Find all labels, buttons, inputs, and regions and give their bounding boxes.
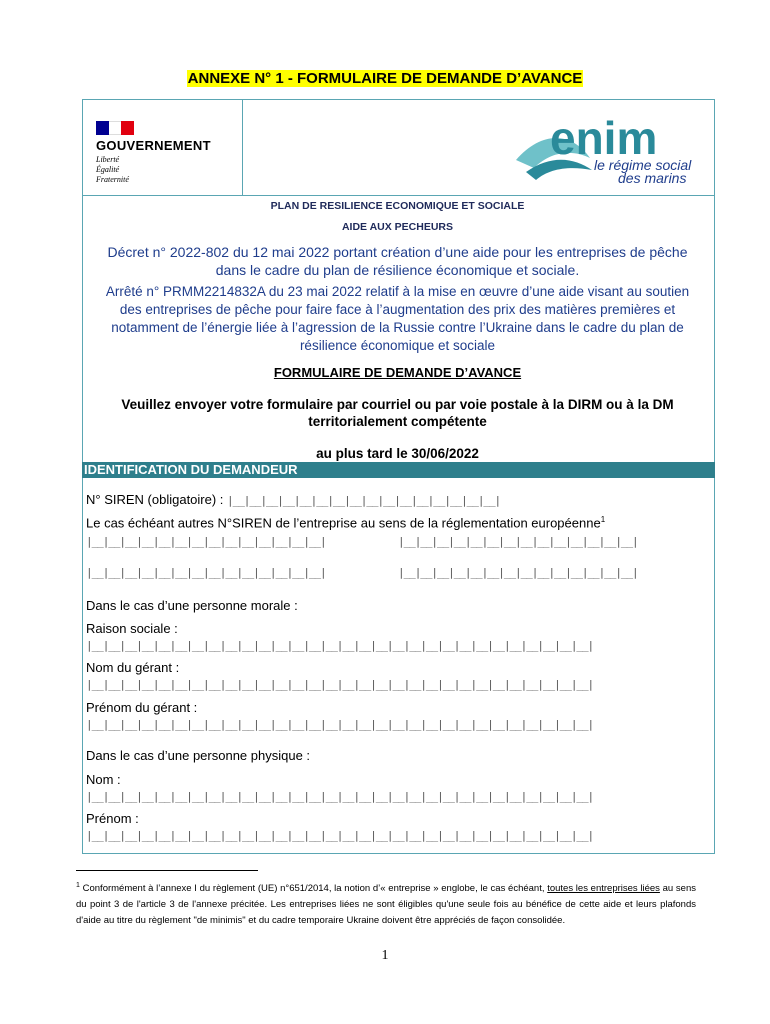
nom-input[interactable]: |__|__|__|__|__|__|__|__|__|__|__|__|__|__|__|__|__|__|__|__|__|__|__|__|__|__|__|__|__|__| [86, 790, 594, 803]
plan-title: PLAN DE RESILIENCE ECONOMIQUE ET SOCIALE [270, 200, 525, 212]
footnote: $^1$ Conformément à l’annexe I du règlement (UE) n°651/2014, la notion d’« entreprise » englobe, le cas échéant, toutes les entreprises liées au sens du point 3 de l'article 3 de l'annexe précitée. Les entreprises liées ne sont éligibles qu'une seule fois au bénéfice de cette aide et leurs plafonds d'aide au titre du règlement "de minimis" et du cadre temporaire Ukraine doivent être appréciés de façon consolidée. [76, 882, 696, 927]
arrete-text: Arrêté n° PRMM2214832A du 23 mai 2022 relatif à la mise en œuvre d’une aide visant au soutien des entreprises de pêche pour faire face à l’augmentation des prix des matières premières et notamment de l’énergie liée à l’agression de la Russie contre l’Ukraine dans le cadre du plan de résilience économique et sociale [105, 284, 690, 353]
nom-label: Nom : [86, 772, 121, 787]
personne-morale-label: Dans le cas d’une personne morale : [86, 598, 298, 613]
prenom-input[interactable]: |__|__|__|__|__|__|__|__|__|__|__|__|__|__|__|__|__|__|__|__|__|__|__|__|__|__|__|__|__|__| [86, 829, 594, 842]
french-flag-icon [96, 121, 134, 135]
enim-tagline: des marins [618, 170, 687, 186]
page-number: 1 [381, 948, 389, 963]
footnote-underlined: toutes les entreprises liées [547, 883, 660, 895]
annex-title: ANNEXE N° 1 - FORMULAIRE DE DEMANDE D’AVANCE [187, 70, 583, 87]
enim-tagline: le régime social [594, 157, 692, 173]
siren-label: N° SIREN (obligatoire) : |__|__|__|__|__|__|__|__|__|__|__|__|__|__|__|__| [86, 492, 501, 507]
other-siren-label: Le cas échéant autres N°SIREN de l’entreprise au sens de la réglementation européenne$^1$ [86, 515, 606, 531]
deadline: au plus tard le 30/06/2022 [316, 446, 479, 461]
nom-gerant-input[interactable]: |__|__|__|__|__|__|__|__|__|__|__|__|__|__|__|__|__|__|__|__|__|__|__|__|__|__|__|__|__|__| [86, 678, 594, 691]
other-siren-input[interactable]: |__|__|__|__|__|__|__|__|__|__|__|__|__|__| [398, 535, 638, 548]
other-siren-input[interactable]: |__|__|__|__|__|__|__|__|__|__|__|__|__|__| [86, 535, 326, 548]
siren-input[interactable]: |__|__|__|__|__|__|__|__|__|__|__|__|__|__|__|__| [227, 494, 501, 507]
raison-sociale-label: Raison sociale : [86, 621, 178, 636]
other-siren-input[interactable]: |__|__|__|__|__|__|__|__|__|__|__|__|__|__| [86, 566, 326, 579]
personne-physique-label: Dans le cas d’une personne physique : [86, 748, 311, 763]
form-title: FORMULAIRE DE DEMANDE D’AVANCE [273, 365, 522, 380]
prenom-gerant-label: Prénom du gérant : [86, 700, 198, 715]
divider [82, 195, 715, 196]
gov-name: GOUVERNEMENT [96, 138, 211, 153]
decret-text: Décret n° 2022-802 du 12 mai 2022 portant création d’une aide pour les entreprises de pêche dans le cadre du plan de résilience économique et sociale. [107, 244, 688, 278]
gouvernement-logo [96, 121, 236, 185]
nom-gerant-label: Nom du gérant : [86, 660, 180, 675]
prenom-label: Prénom : [86, 811, 139, 826]
aide-title: AIDE AUX PECHEURS [341, 221, 454, 233]
raison-sociale-input[interactable]: |__|__|__|__|__|__|__|__|__|__|__|__|__|__|__|__|__|__|__|__|__|__|__|__|__|__|__|__|__|__| [86, 639, 594, 652]
enim-logo [512, 110, 710, 190]
enim-wordmark: enim [550, 112, 658, 164]
divider [242, 99, 243, 196]
section-header: IDENTIFICATION DU DEMANDEUR [82, 462, 715, 478]
instructions: Veuillez envoyer votre formulaire par courriel ou par voie postale à la DIRM ou à la DM territorialement compétente [121, 397, 674, 429]
gov-motto: Liberté Égalité Fraternité [96, 155, 129, 184]
prenom-gerant-input[interactable]: |__|__|__|__|__|__|__|__|__|__|__|__|__|__|__|__|__|__|__|__|__|__|__|__|__|__|__|__|__|__| [86, 718, 594, 731]
other-siren-input[interactable]: |__|__|__|__|__|__|__|__|__|__|__|__|__|__| [398, 566, 638, 579]
footnote-divider [76, 870, 258, 871]
